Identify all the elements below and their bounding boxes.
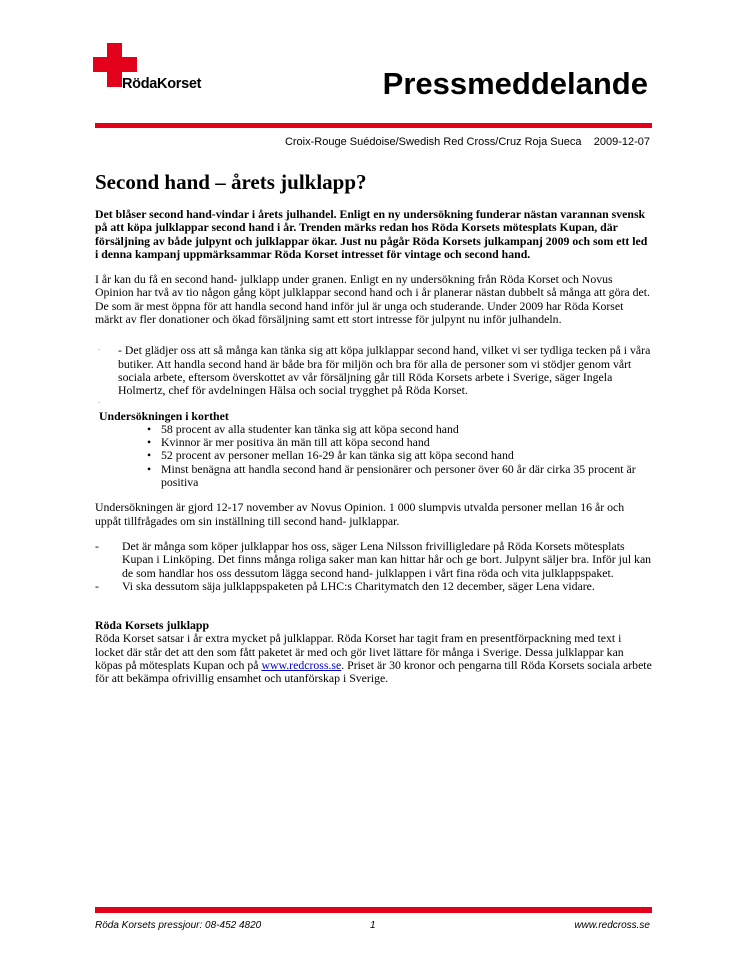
survey-list: [95, 423, 653, 489]
survey-method: Undersökningen är gjord 12-17 november av Novus Opinion. 1 000 slumpvis utvalda personer mellan 16 år och uppåt tillfrågades om sin inställning till second hand- julklappar.: [95, 500, 625, 528]
list-item: • 58 procent av alla studenter kan tänka sig att köpa second hand: [161, 423, 653, 436]
quote-block: · - Det glädjer oss att så många kan tänka sig att köpa julklappar second hand, vilket vi ser tydliga tecken på i våra butiker. Att handla second hand är både bra för miljön och bra för alla de personer som vi stödjer genom vårt sociala arbete, eftersom överskottet av vår försäljning går till Röda Korsets arbete i Sverige, säger Ingela Holmertz, chef för avdelningen Hälsa och social trygghet på Röda Korset.: [118, 344, 653, 397]
footer-press-contact: Röda Korsets pressjour: 08-452 4820: [95, 920, 262, 931]
footer-divider: [95, 907, 652, 913]
quote-text: - Det glädjer oss att så många kan tänka sig att köpa julklappar second hand, vilket vi ser tydliga tecken på i våra butiker. Att handla second hand är både bra för miljön och bra för alla de personer som vi stödjer genom vårt sociala arbete, eftersom överskottet av vår försäljning går till Röda Korsets arbete i Sverige, säger Ingela Holmertz, chef för avdelningen Hälsa och social trygghet på Röda Korset.: [118, 343, 651, 398]
redcross-link[interactable]: www.redcross.se: [261, 658, 342, 673]
footer-page-number: 1: [370, 920, 376, 931]
list-item: - Det är många som köper julklappar hos oss, säger Lena Nilsson frivilligledare på Röda Korsets mötesplats Kupan i Linköping. Det finns många roliga saker man kan hittar hår och ge bort. Julpynt säljer bra. Inför jul kan de som handlar hos oss dessutom lägga second hand- julklappen i vårt fina röda och vita julklappspaket.: [95, 538, 652, 580]
article-headline: Second hand – årets julklapp?: [95, 170, 367, 194]
list-item: • Kvinnor är mer positiva än män till att köpa second hand: [161, 436, 653, 449]
list-item: - Vi ska dessutom säja julklappspaketen på LHC:s Charitymatch den 12 december, säger Lena vidare.: [95, 578, 595, 593]
press-date: 2009-12-07: [593, 136, 650, 148]
julklapp-heading: Röda Korsets julklapp: [95, 618, 210, 633]
list-item: • 52 procent av personer mellan 16-29 år kan tänka sig att köpa second hand: [161, 449, 653, 462]
article-lead: Det blåser second hand-vindar i årets julhandel. Enligt en ny undersökning funderar nästan varannan svensk på att köpa julklappar second hand i år. Trenden märks redan hos Röda Korsets mötesplats Kupan, där försäljning av både julpynt och julklappar ökar. Just nu pågår Röda Korsets julkampanj 2009 och som ett led i denna kampanj uppmärksammar Röda Korset intresset för vintage och second hand.: [95, 207, 648, 261]
header-divider: [95, 123, 652, 128]
logo-text: RödaKorset: [122, 76, 202, 92]
list-item: • Minst benägna att handla second hand är pensionärer och personer över 60 år där cirka 35 procent är positiva: [161, 463, 653, 490]
footer-website: www.redcross.se: [574, 920, 650, 931]
page-title: Pressmeddelande: [382, 66, 648, 101]
julklapp-paragraph: Röda Korset satsar i år extra mycket på julklappar. Röda Korset har tagit fram en presentförpackning med text i locket där står det att den som fått paketet är med och gör livet lättare för många i Sverige. Dessa julklappar kan köpas på mötesplats Kupan och på www.redcross.se. Priset är 30 kronor och pengarna till Röda Korsets sociala arbete för att bekämpa ofrivillig ensamhet och utanförskap i Sverige.: [95, 631, 652, 686]
article-paragraph: I år kan du få en second hand- julklapp under granen. Enligt en ny undersökning från Röda Korset och Novus Opinion har två av tio någon gång köpt julklappar second hand och i år planerar nästan dubbelt så många att göra det. De som är mest öppna för att handla second hand inför jul är unga och studerande. Under 2009 har Röda Korset märkt av fler donationer och ökad försäljning samt ett stort intresse för julpynt nu inför julhandeln.: [95, 272, 650, 327]
red-cross-logo: [93, 43, 233, 103]
organization-names: Croix-Rouge Suédoise/Swedish Red Cross/Cruz Roja Sueca: [284, 136, 582, 148]
article-body: Second hand – årets julklapp? Det blåser second hand-vindar i årets julhandel. Enligt en ny undersökning funderar nästan varannan svensk på att köpa julklappar second hand i år. Trenden märks redan hos Röda Korsets mötesplats Kupan, där försäljning av både julpynt och julklappar ökar. Just nu pågår Röda Korsets julkampanj 2009 och som ett led i denna kampanj uppmärksammar Röda Korset intresset för vintage och second hand. I år kan du få en second hand- julklapp under granen. Enligt en ny undersökning från Röda Korset och Novus Opinion har två av tio någon gång köpt julklappar second hand och i år planerar nästan dubbelt så många att göra det. De som är mest öppna för att handla second hand inför jul är unga och studerande. Under 2009 har Röda Korset märkt av fler donationer och ökad försäljning samt ett stort intresse för julpynt nu inför julhandeln. · - Det glädjer oss att så många kan tänka sig att köpa julklappar second hand, vilket vi ser tydliga tecken på i våra butiker. Att handla second hand är både bra för miljön och bra för alla de personer som vi stödjer genom vårt sociala arbete, eftersom överskottet av vår försäljning går till Röda Korsets arbete i Sverige, säger Ingela Holmertz, chef för avdelningen Hälsa och social trygghet på Röda Korset. · Undersökningen i korthet • 58 procent av alla studenter kan tänka sig att köpa second hand • Kvinnor är mer positiva än män till att köpa second hand • 52 procent av personer mellan 16-29 år kan tänka sig att köpa second hand • Minst benägna att handla second hand är pensionärer och personer över 60 år där cirka 35 procent är positiva Undersökningen är gjord 12-17 november av Novus Opinion. 1 000 slumpvis utvalda personer mellan 16 år och uppåt tillfrågades om sin inställning till second hand- julklappar. - Det är många som köper julklappar hos oss, säger Lena Nilsson frivilligledare på Röda Korsets mötesplats Kupan i Linköping. Det finns många roliga saker man kan hittar hår och ge bort. Julpynt säljer bra. Inför jul kan de som handlar hos oss dessutom lägga second hand- julklappen i vårt fina röda och vita julklappspaket. - Vi ska dessutom säja julklappspaketen på LHC:s Charitymatch den 12 december, säger Lena vidare. Röda Korsets julklapp Röda Korset satsar i år extra mycket på julklappar. Röda Korset har tagit fram en presentförpackning med text i locket där står det att den som fått paketet är med och gör livet lättare för många i Sverige. Dessa julklappar kan köpas på mötesplats Kupan och på www.redcross.se. Priset är 30 kronor och pengarna till Röda Korsets sociala arbete för att bekämpa ofrivillig ensamhet och utanförskap i Sverige.: [95, 170, 653, 686]
survey-heading: Undersökningen i korthet: [99, 408, 229, 423]
dash-quote-list: [95, 540, 653, 593]
organization-date-line: [285, 136, 650, 148]
